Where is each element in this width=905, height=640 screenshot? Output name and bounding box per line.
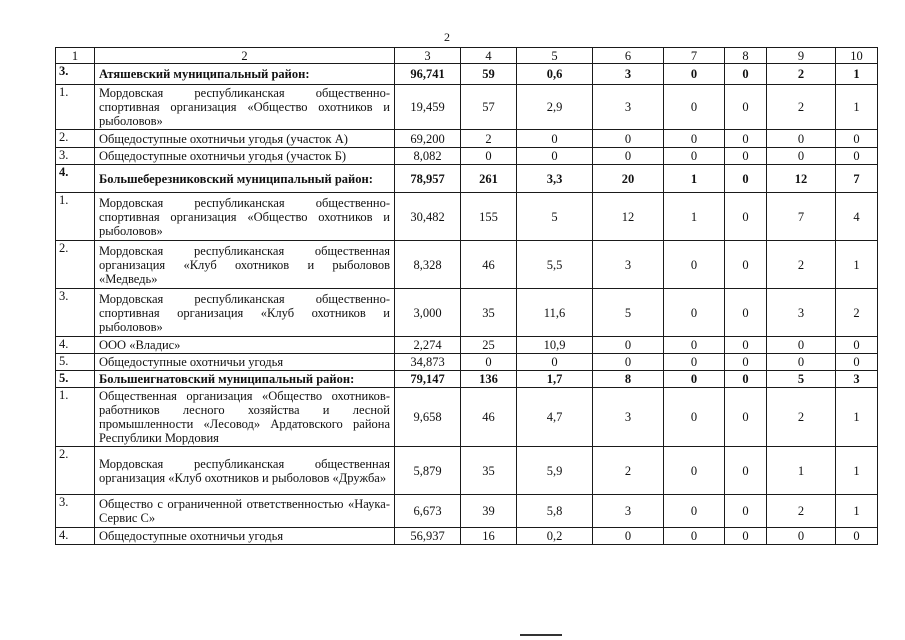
area-value: 5,879: [395, 447, 461, 495]
column-number-header: 6: [593, 48, 664, 64]
organization-name: Мордовская республиканская общественная организация «Клуб охотников и рыболовов «Дружба»: [95, 447, 395, 495]
col-5-value: 10,9: [517, 337, 593, 354]
col-4-value: 16: [461, 528, 517, 545]
organization-name: Общедоступные охотничьи угодья (участок А): [95, 130, 395, 148]
col-7-value: 0: [664, 241, 725, 289]
district-total-row: [56, 371, 878, 388]
col-4-value: 35: [461, 447, 517, 495]
col-6-value: 3: [593, 241, 664, 289]
col-6-value: 0: [593, 354, 664, 371]
table-row: [56, 85, 878, 130]
row-number: 3.: [56, 64, 95, 85]
area-value: 78,957: [395, 165, 461, 193]
col-5-value: 11,6: [517, 289, 593, 337]
col-8-value: 0: [725, 148, 767, 165]
col-10-value: 0: [836, 148, 878, 165]
col-8-value: 0: [725, 528, 767, 545]
col-6-value: 3: [593, 64, 664, 85]
col-7-value: 1: [664, 193, 725, 241]
row-number: 3.: [56, 289, 95, 337]
col-9-value: 2: [767, 388, 836, 447]
col-6-value: 0: [593, 130, 664, 148]
col-4-value: 46: [461, 241, 517, 289]
col-6-value: 3: [593, 85, 664, 130]
col-7-value: 0: [664, 85, 725, 130]
table-row: [56, 447, 878, 495]
col-6-value: 0: [593, 148, 664, 165]
area-value: 8,082: [395, 148, 461, 165]
col-9-value: 0: [767, 528, 836, 545]
col-9-value: 3: [767, 289, 836, 337]
area-value: 9,658: [395, 388, 461, 447]
col-9-value: 0: [767, 130, 836, 148]
col-7-value: 0: [664, 388, 725, 447]
col-7-value: 1: [664, 165, 725, 193]
col-10-value: 0: [836, 130, 878, 148]
col-5-value: 5,9: [517, 447, 593, 495]
table-row: [56, 337, 878, 354]
area-value: 79,147: [395, 371, 461, 388]
col-6-value: 3: [593, 495, 664, 528]
col-4-value: 59: [461, 64, 517, 85]
row-number: 4.: [56, 337, 95, 354]
col-10-value: 0: [836, 528, 878, 545]
col-10-value: 1: [836, 241, 878, 289]
col-5-value: 0: [517, 148, 593, 165]
district-total-row: [56, 165, 878, 193]
col-8-value: 0: [725, 85, 767, 130]
col-5-value: 3,3: [517, 165, 593, 193]
col-6-value: 0: [593, 528, 664, 545]
organization-name: Большеигнатовский муниципальный район:: [95, 371, 395, 388]
organization-name: Общедоступные охотничьи угодья: [95, 528, 395, 545]
area-value: 8,328: [395, 241, 461, 289]
organization-name: Атяшевский муниципальный район:: [95, 64, 395, 85]
col-5-value: 4,7: [517, 388, 593, 447]
row-number: 4.: [56, 528, 95, 545]
col-5-value: 5: [517, 193, 593, 241]
organization-name: Общедоступные охотничьи угодья: [95, 354, 395, 371]
row-number: 1.: [56, 85, 95, 130]
organization-name: Общедоступные охотничьи угодья (участок Б): [95, 148, 395, 165]
col-10-value: 0: [836, 354, 878, 371]
row-number: 5.: [56, 371, 95, 388]
column-number-header: 8: [725, 48, 767, 64]
table-row: [56, 193, 878, 241]
col-8-value: 0: [725, 241, 767, 289]
col-8-value: 0: [725, 130, 767, 148]
col-9-value: 0: [767, 354, 836, 371]
col-8-value: 0: [725, 64, 767, 85]
column-number-header: 4: [461, 48, 517, 64]
col-10-value: 1: [836, 447, 878, 495]
col-6-value: 0: [593, 337, 664, 354]
col-9-value: 5: [767, 371, 836, 388]
col-5-value: 0: [517, 130, 593, 148]
col-8-value: 0: [725, 354, 767, 371]
col-8-value: 0: [725, 193, 767, 241]
col-8-value: 0: [725, 388, 767, 447]
col-4-value: 2: [461, 130, 517, 148]
area-value: 6,673: [395, 495, 461, 528]
area-value: 56,937: [395, 528, 461, 545]
col-6-value: 8: [593, 371, 664, 388]
col-7-value: 0: [664, 148, 725, 165]
col-5-value: 0,6: [517, 64, 593, 85]
col-8-value: 0: [725, 165, 767, 193]
row-number: 3.: [56, 495, 95, 528]
row-number: 2.: [56, 241, 95, 289]
district-total-row: [56, 64, 878, 85]
col-4-value: 46: [461, 388, 517, 447]
col-4-value: 0: [461, 148, 517, 165]
col-9-value: 0: [767, 148, 836, 165]
col-10-value: 1: [836, 495, 878, 528]
col-4-value: 25: [461, 337, 517, 354]
col-10-value: 7: [836, 165, 878, 193]
col-7-value: 0: [664, 289, 725, 337]
col-10-value: 0: [836, 337, 878, 354]
col-10-value: 4: [836, 193, 878, 241]
col-8-value: 0: [725, 447, 767, 495]
row-number: 1.: [56, 388, 95, 447]
column-number-header: 9: [767, 48, 836, 64]
row-number: 5.: [56, 354, 95, 371]
row-number: 2.: [56, 130, 95, 148]
row-number: 4.: [56, 165, 95, 193]
col-9-value: 0: [767, 337, 836, 354]
col-7-value: 0: [664, 528, 725, 545]
col-8-value: 0: [725, 371, 767, 388]
organization-name: Мордовская республиканская общественно-спортивная организация «Клуб охотников и рыболовов»: [95, 289, 395, 337]
table-row: [56, 148, 878, 165]
col-9-value: 2: [767, 85, 836, 130]
col-9-value: 2: [767, 495, 836, 528]
col-6-value: 5: [593, 289, 664, 337]
col-4-value: 57: [461, 85, 517, 130]
col-8-value: 0: [725, 337, 767, 354]
table-header-row: [56, 48, 878, 64]
area-value: 3,000: [395, 289, 461, 337]
col-8-value: 0: [725, 495, 767, 528]
column-number-header: 10: [836, 48, 878, 64]
organization-name: Общественная организация «Общество охотников-работников лесного хозяйства и лесной промышленности «Лесовод» Ардатовского района Республики Мордовия: [95, 388, 395, 447]
organization-name: Большеберезниковский муниципальный район:: [95, 165, 395, 193]
hunting-grounds-table: [55, 47, 878, 545]
col-9-value: 2: [767, 241, 836, 289]
col-6-value: 2: [593, 447, 664, 495]
col-5-value: 0,2: [517, 528, 593, 545]
col-9-value: 2: [767, 64, 836, 85]
col-7-value: 0: [664, 447, 725, 495]
row-number: 3.: [56, 148, 95, 165]
col-4-value: 261: [461, 165, 517, 193]
col-7-value: 0: [664, 371, 725, 388]
col-7-value: 0: [664, 64, 725, 85]
col-5-value: 5,5: [517, 241, 593, 289]
organization-name: ООО «Владис»: [95, 337, 395, 354]
table-row: [56, 289, 878, 337]
column-number-header: 5: [517, 48, 593, 64]
col-10-value: 1: [836, 388, 878, 447]
col-6-value: 3: [593, 388, 664, 447]
col-6-value: 12: [593, 193, 664, 241]
organization-name: Общество с ограниченной ответственностью «Наука-Сервис С»: [95, 495, 395, 528]
margin-mark: [520, 634, 562, 636]
table-row: [56, 130, 878, 148]
column-number-header: 7: [664, 48, 725, 64]
col-7-value: 0: [664, 130, 725, 148]
column-number-header: 1: [56, 48, 95, 64]
area-value: 96,741: [395, 64, 461, 85]
col-4-value: 39: [461, 495, 517, 528]
col-4-value: 0: [461, 354, 517, 371]
area-value: 2,274: [395, 337, 461, 354]
table-row: [56, 354, 878, 371]
row-number: 2.: [56, 447, 95, 495]
column-number-header: 2: [95, 48, 395, 64]
column-number-header: 3: [395, 48, 461, 64]
col-9-value: 1: [767, 447, 836, 495]
col-6-value: 20: [593, 165, 664, 193]
col-10-value: 2: [836, 289, 878, 337]
area-value: 19,459: [395, 85, 461, 130]
area-value: 34,873: [395, 354, 461, 371]
table-row: [56, 388, 878, 447]
area-value: 69,200: [395, 130, 461, 148]
col-9-value: 12: [767, 165, 836, 193]
col-5-value: 0: [517, 354, 593, 371]
table-row: [56, 495, 878, 528]
col-4-value: 155: [461, 193, 517, 241]
col-7-value: 0: [664, 495, 725, 528]
col-5-value: 2,9: [517, 85, 593, 130]
col-10-value: 3: [836, 371, 878, 388]
page-number: 2: [444, 30, 451, 44]
table-row: [56, 528, 878, 545]
organization-name: Мордовская республиканская общественно-спортивная организация «Общество охотников и рыболовов»: [95, 193, 395, 241]
col-5-value: 5,8: [517, 495, 593, 528]
col-7-value: 0: [664, 354, 725, 371]
row-number: 1.: [56, 193, 95, 241]
col-10-value: 1: [836, 64, 878, 85]
col-7-value: 0: [664, 337, 725, 354]
organization-name: Мордовская республиканская общественная организация «Клуб охотников и рыболовов «Медведь»: [95, 241, 395, 289]
col-9-value: 7: [767, 193, 836, 241]
col-5-value: 1,7: [517, 371, 593, 388]
col-8-value: 0: [725, 289, 767, 337]
col-4-value: 35: [461, 289, 517, 337]
organization-name: Мордовская республиканская общественно-спортивная организация «Общество охотников и рыболовов»: [95, 85, 395, 130]
col-4-value: 136: [461, 371, 517, 388]
table-row: [56, 241, 878, 289]
area-value: 30,482: [395, 193, 461, 241]
col-10-value: 1: [836, 85, 878, 130]
